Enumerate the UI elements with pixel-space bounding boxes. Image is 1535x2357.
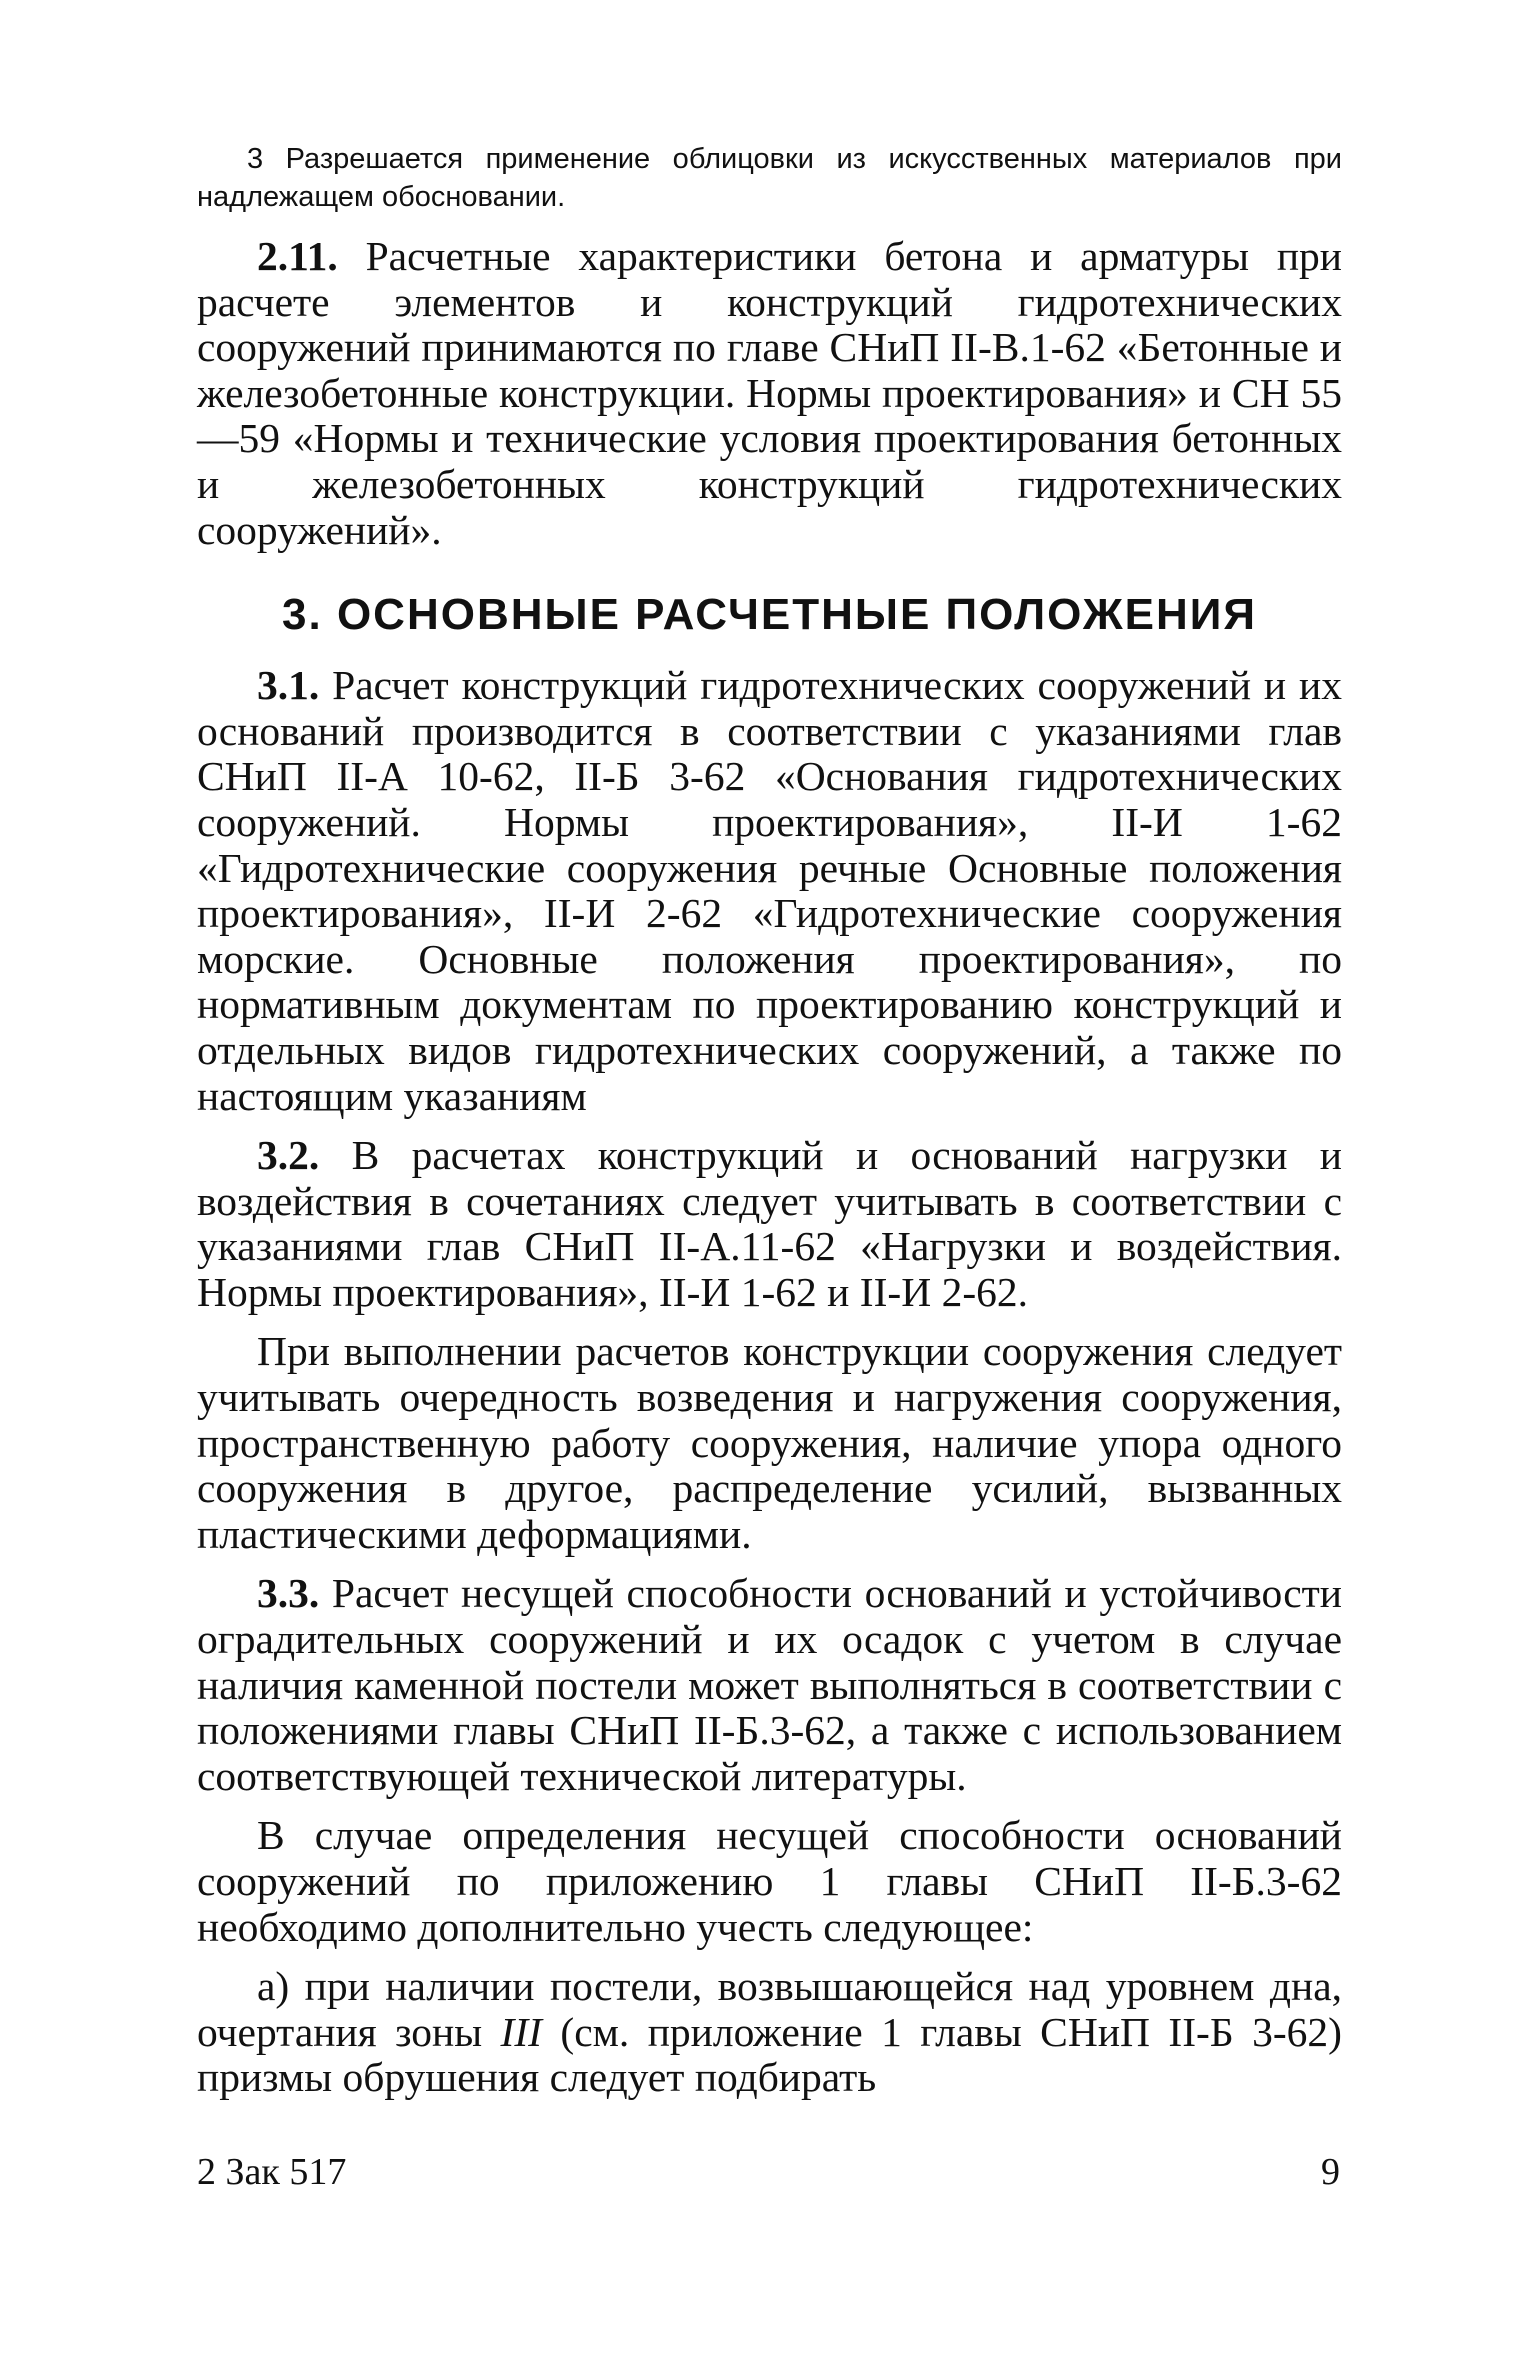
section-text: Расчет конструкций гидротехнических сооружений и их оснований производится в соответствии с указаниями глав СНиП II-А 10-62, II-Б 3-62 «Основания гидротехнических сооружений. Нормы проектирования», II-И 1-62 «Гидротехнические сооружения речные Основные положения проектирования», II-И 2-62 «Гидротехнические сооружения морские. Основные положения проектирования», по нормативным документам по проектированию конструкций и отдельных видов гидротехнических сооружений, а также по настоящим указаниям bbox=[197, 662, 1343, 1119]
order-number: 2 Зак 517 bbox=[197, 2151, 347, 2193]
section-3-2 bbox=[197, 1133, 1342, 1315]
section-3-1 bbox=[197, 663, 1342, 1119]
zone-label: III bbox=[500, 2008, 543, 2055]
page-content bbox=[197, 140, 1342, 2115]
section-text: Расчет несущей способности оснований и устойчивости оградительных сооружений и их осадок с учетом в случае наличия каменной постели может выполняться в соответствии с положениями главы СНиП II-Б.3-62, а также с использованием соответствующей технической литературы. bbox=[197, 1570, 1343, 1799]
section-number: 3.1. bbox=[257, 662, 320, 709]
page-number: 9 bbox=[1321, 2151, 1340, 2193]
footnote: 3 Разрешается применение облицовки из искусственных материалов при надлежащем обосновании. bbox=[197, 143, 1342, 213]
section-number: 3.3. bbox=[257, 1570, 320, 1617]
section-2-11 bbox=[197, 234, 1342, 553]
section-heading: 3. ОСНОВНЫЕ РАСЧЕТНЫЕ ПОЛОЖЕНИЯ bbox=[282, 590, 1257, 640]
section-text: Расчетные характеристики бетона и арматуры при расчете элементов и конструкций гидротехнических сооружений принимаются по главе СНиП II-В.1-62 «Бетонные и железобетонные конструкции. Нормы проектирования» и СН 55—59 «Нормы и технические условия проектирования бетонных и железобетонных конструкций гидротехнических сооружений». bbox=[197, 233, 1342, 553]
paragraph-3-2-continued: При выполнении расчетов конструкции сооружения следует учитывать очередность возведения и нагружения сооружения, пространственную работу сооружения, наличие упора одного сооружения в другое, распределение усилий, вызванных пластическими деформациями. bbox=[197, 1328, 1342, 1557]
item-text-before: а) при наличии постели, возвышающейся над уровнем дна, очертания зоны bbox=[197, 1963, 1342, 2055]
item-text-after: (см. приложение 1 главы СНиП II-Б 3-62) призмы обрушения следует подбирать bbox=[197, 2008, 1342, 2101]
section-3-3 bbox=[197, 1571, 1342, 1799]
section-number: 3.2. bbox=[257, 1132, 320, 1179]
page-footer bbox=[197, 2150, 1342, 2194]
paragraph-3-3-continued: В случае определения несущей способности оснований сооружений по приложению 1 главы СНиП II-Б.3-62 необходимо дополнительно учесть следующее: bbox=[197, 1812, 1342, 1950]
section-number: 2.11. bbox=[257, 233, 338, 279]
list-item-a bbox=[197, 1964, 1342, 2101]
section-text: В расчетах конструкций и оснований нагрузки и воздействия в сочетаниях следует учитывать в соответствии с указаниями глав СНиП II-А.11-62 «Нагрузки и воздействия. Нормы проектирования», II-И 1-62 и II-И 2-62. bbox=[197, 1132, 1343, 1315]
